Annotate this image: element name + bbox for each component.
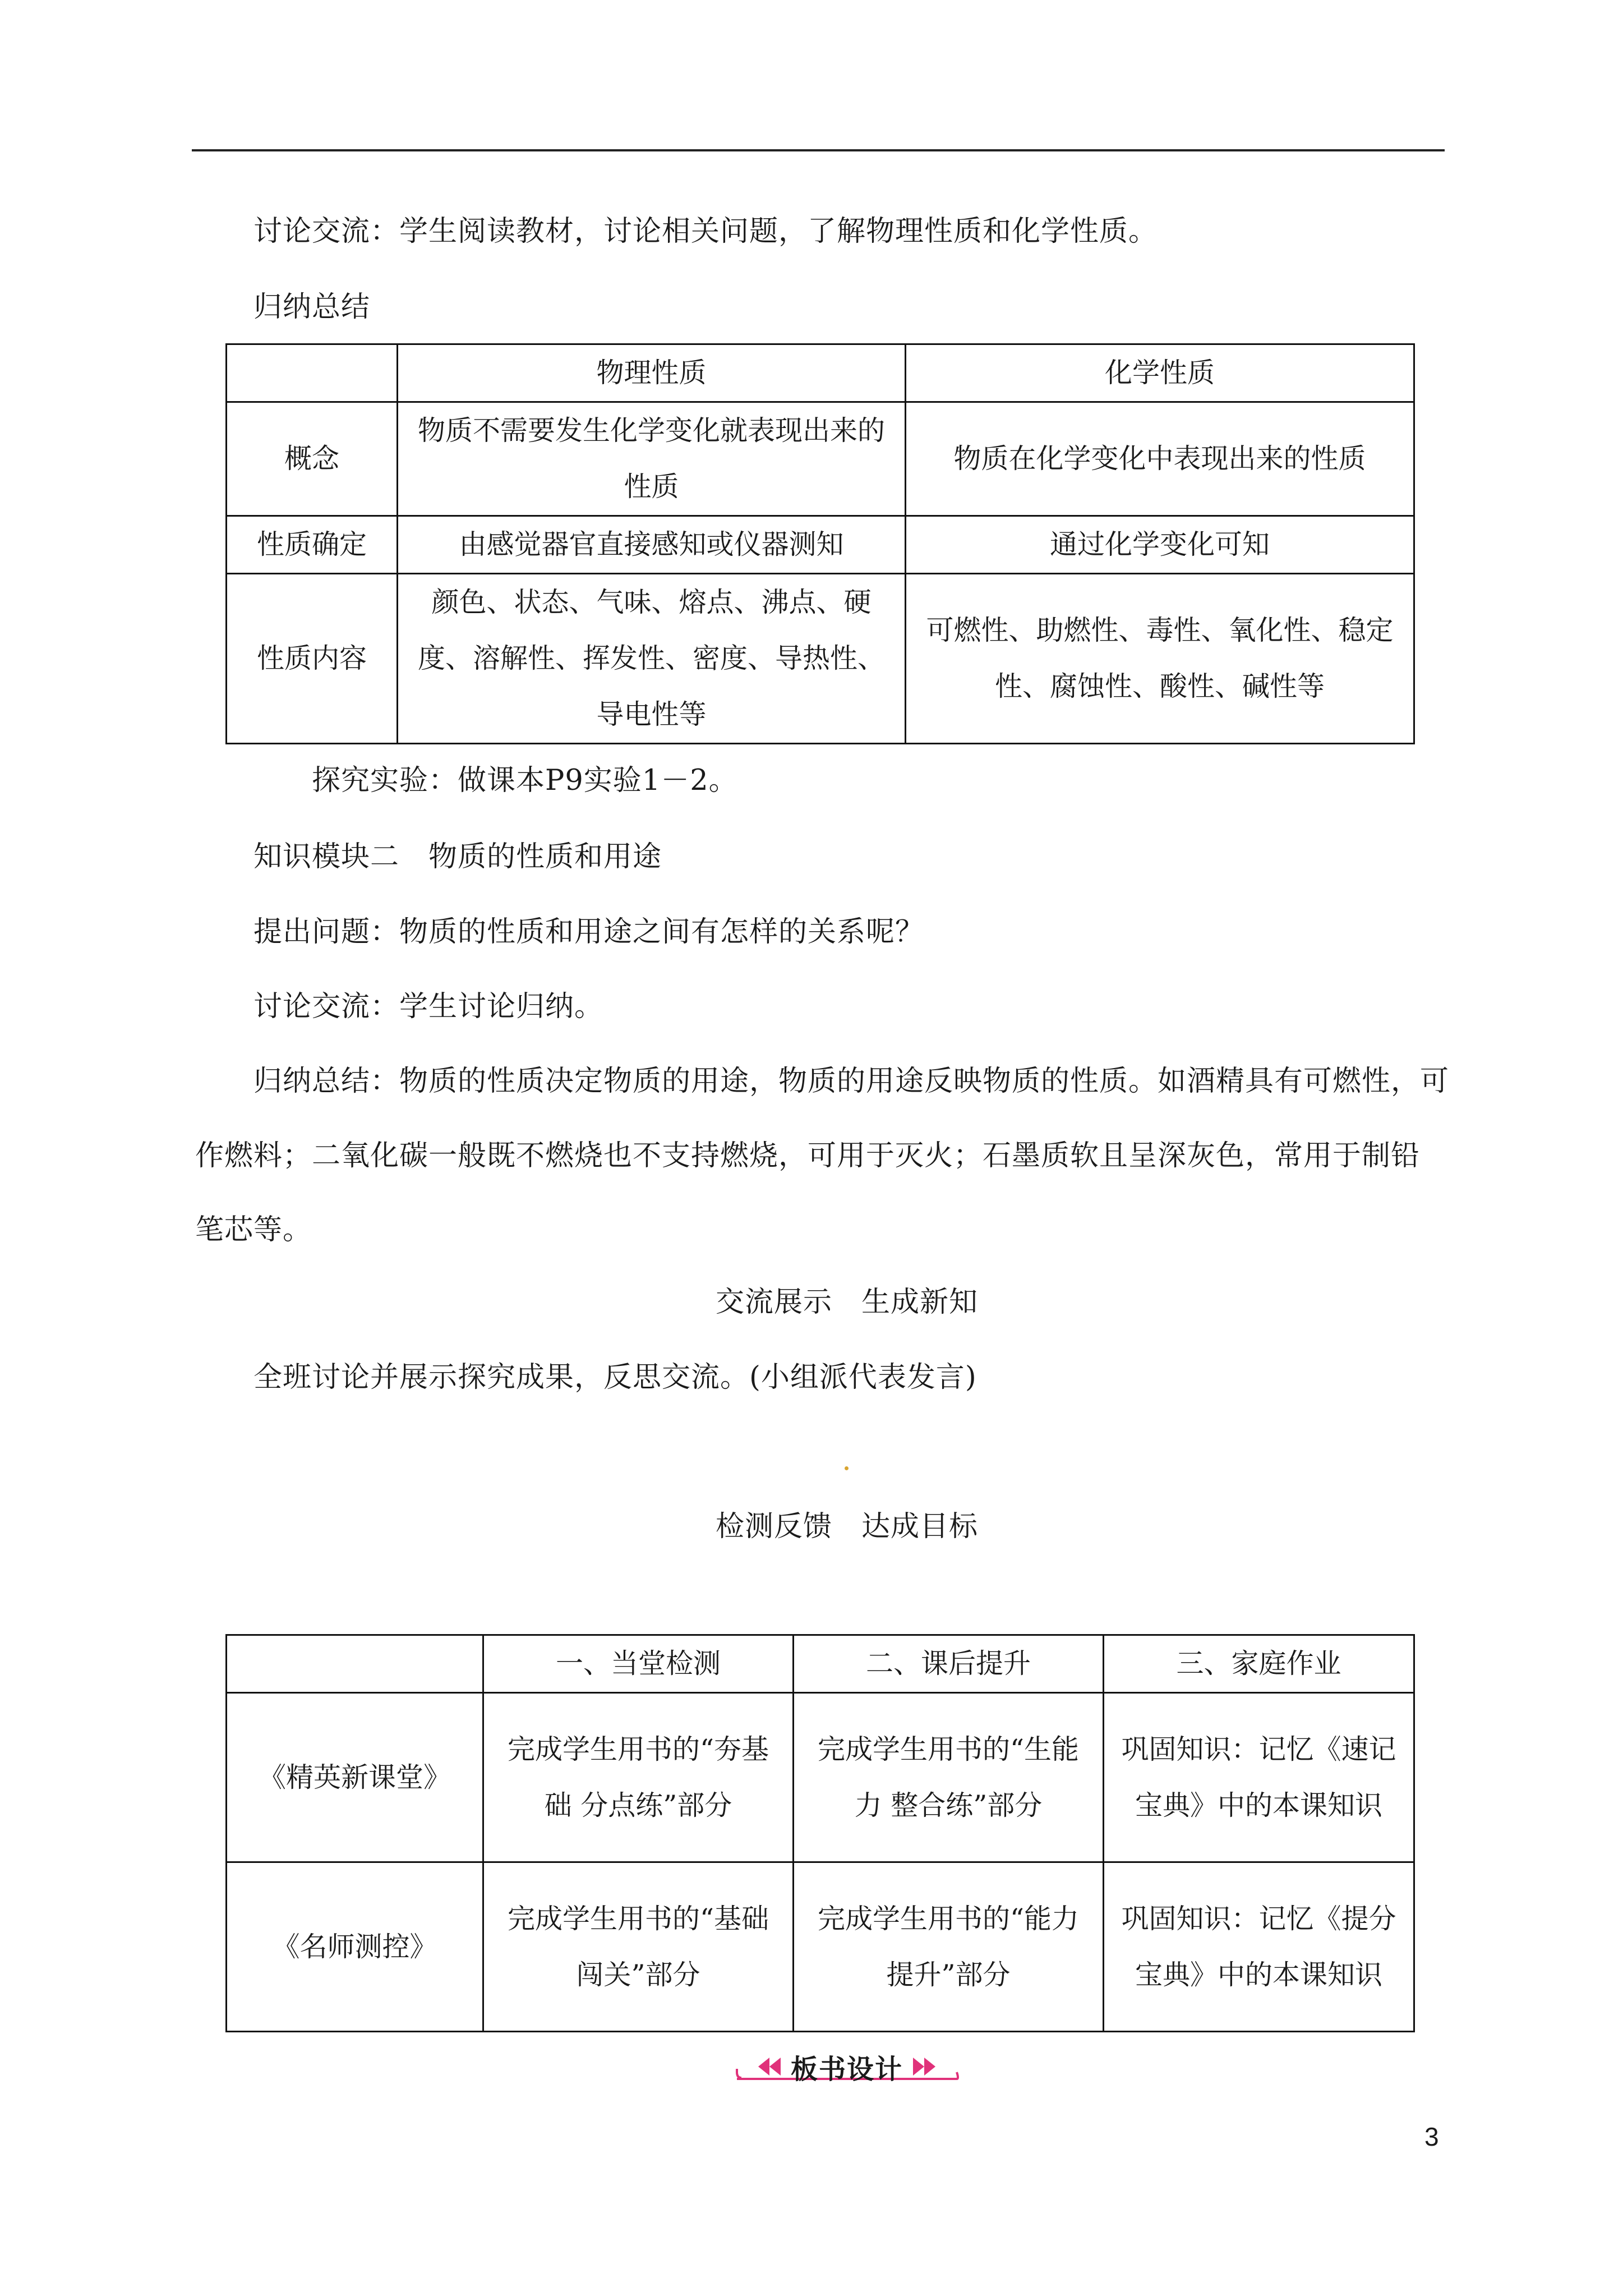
table-header-cell: 三、家庭作业 <box>1104 1635 1414 1693</box>
row-label: 《精英新课堂》 <box>227 1693 483 1862</box>
table-row <box>227 1862 1414 2032</box>
board-design-banner <box>735 2046 959 2087</box>
table-cell: 完成学生用书的“夯基础 分点练”部分 <box>483 1693 794 1862</box>
discussion-paragraph-1: 讨论交流：学生阅读教材，讨论相关问题，了解物理性质和化学性质。 <box>253 215 1158 248</box>
table-header-cell: 物理性质 <box>398 344 906 402</box>
table-cell: 巩固知识：记忆《速记宝典》中的本课知识 <box>1104 1693 1414 1862</box>
table-cell: 完成学生用书的“能力提升”部分 <box>794 1862 1104 2032</box>
question-line: 提出问题：物质的性质和用途之间有怎样的关系呢？ <box>253 915 925 949</box>
discussion-paragraph-2: 讨论交流：学生讨论归纳。 <box>253 990 604 1023</box>
row-label: 性质确定 <box>227 516 398 574</box>
table-header-cell: 化学性质 <box>906 344 1414 402</box>
table-row <box>227 1635 1414 1693</box>
experiment-line: 探究实验：做课本P9实验1－2。 <box>312 764 738 797</box>
homework-table <box>225 1634 1415 2032</box>
table-header-cell: 二、课后提升 <box>794 1635 1104 1693</box>
banner-label: 板书设计 <box>790 2053 903 2085</box>
module-heading: 知识模块二 物质的性质和用途 <box>253 840 662 873</box>
section-title-feedback: 检测反馈 达成目标 <box>715 1510 978 1543</box>
table-header-cell <box>227 1635 483 1693</box>
row-label: 概念 <box>227 402 398 516</box>
table-row <box>227 344 1414 402</box>
mark-dot <box>845 1466 849 1470</box>
table-row <box>227 402 1414 516</box>
table-cell: 颜色、状态、气味、熔点、沸点、硬度、溶解性、挥发性、密度、导热性、导电性等 <box>398 574 906 744</box>
table-header-cell <box>227 344 398 402</box>
row-label: 《名师测控》 <box>227 1862 483 2032</box>
table-cell: 物质不需要发生化学变化就表现出来的性质 <box>398 402 906 516</box>
page-number: 3 <box>1424 2122 1439 2151</box>
section-title-exchange: 交流展示 生成新知 <box>715 1286 978 1319</box>
table-cell: 由感觉器官直接感知或仪器测知 <box>398 516 906 574</box>
table-cell: 物质在化学变化中表现出来的性质 <box>906 402 1414 516</box>
table-row <box>227 516 1414 574</box>
table-cell: 完成学生用书的“基础闯关”部分 <box>483 1862 794 2032</box>
table-cell: 完成学生用书的“生能力 整合练”部分 <box>794 1693 1104 1862</box>
table-cell: 巩固知识：记忆《提分宝典》中的本课知识 <box>1104 1862 1414 2032</box>
summary-heading: 归纳总结 <box>253 291 371 324</box>
table-header-cell: 一、当堂检测 <box>483 1635 794 1693</box>
summary-line-3: 笔芯等。 <box>195 1213 312 1246</box>
table-row <box>227 574 1414 744</box>
row-label: 性质内容 <box>227 574 398 744</box>
table-cell: 可燃性、助燃性、毒性、氧化性、稳定性、腐蚀性、酸性、碱性等 <box>906 574 1414 744</box>
header-rule <box>192 149 1445 151</box>
summary-line-2: 作燃料；二氧化碳一般既不燃烧也不支持燃烧，可用于灭火；石墨质软且呈深灰色，常用于制铅 <box>195 1139 1421 1172</box>
table-cell: 通过化学变化可知 <box>906 516 1414 574</box>
exchange-paragraph: 全班讨论并展示探究成果，反思交流。(小组派代表发言) <box>253 1361 977 1394</box>
table-row <box>227 1693 1414 1862</box>
properties-table <box>225 343 1415 744</box>
summary-line-1: 归纳总结：物质的性质决定物质的用途，物质的用途反映物质的性质。如酒精具有可燃性，可 <box>253 1065 1450 1098</box>
